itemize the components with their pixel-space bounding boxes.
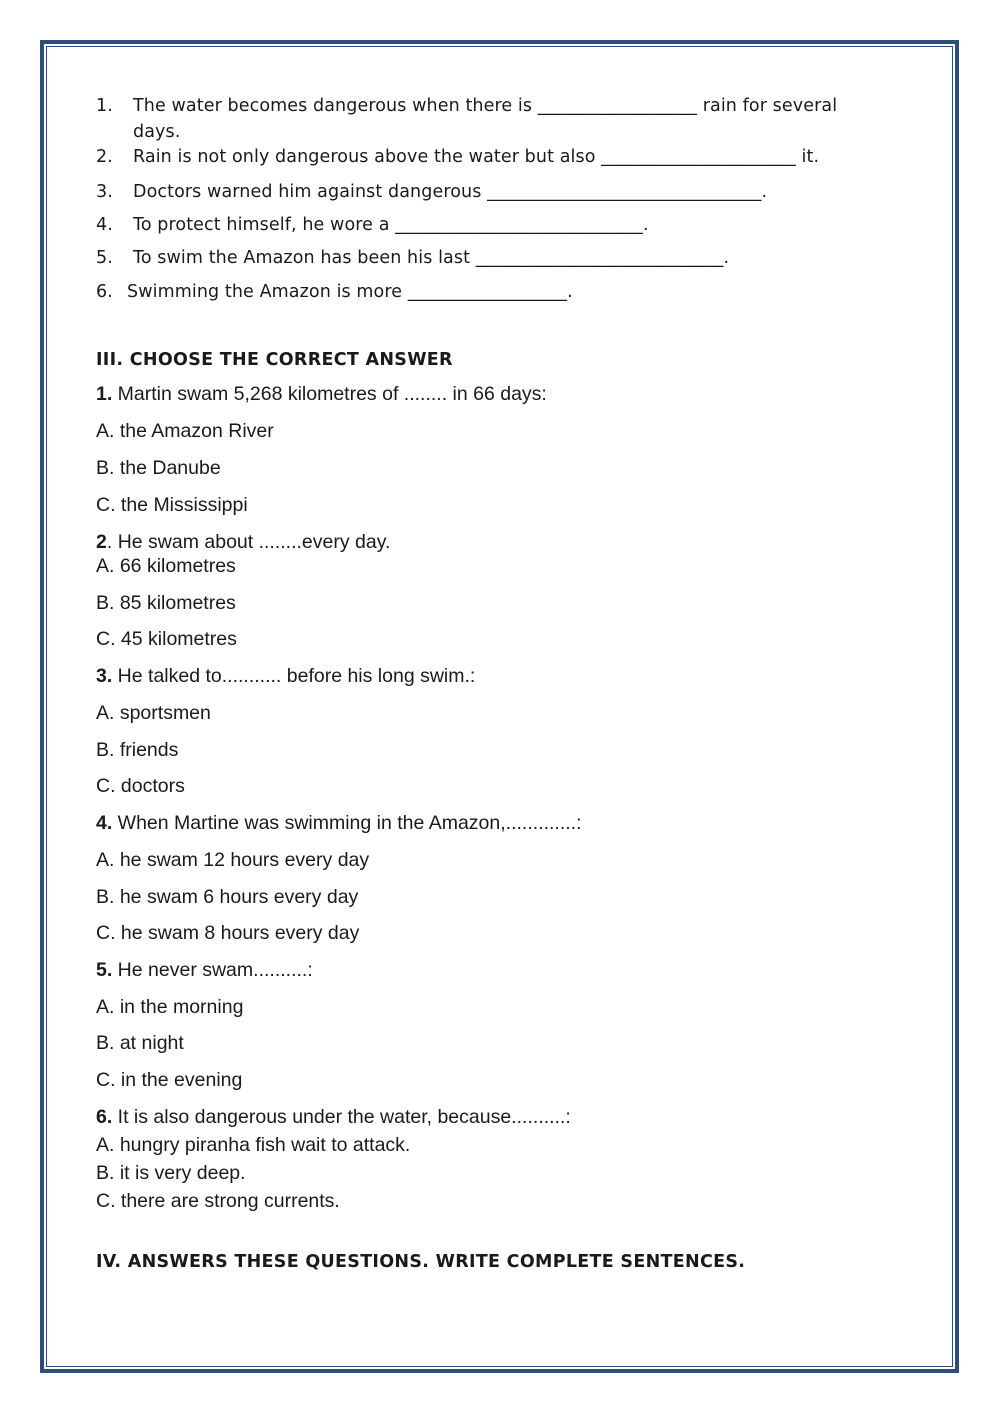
fill-item-2: 2. Rain is not only dangerous above the water but also ______________________ it. [96, 147, 820, 167]
question-6: 6. It is also dangerous under the water, because..........: [96, 1106, 571, 1128]
fill-item-1: 1. The water becomes dangerous when there is __________________ rain for several [96, 96, 838, 116]
question-5-option-b: B. at night [96, 1032, 184, 1054]
question-2-option-c: C. 45 kilometres [96, 628, 237, 650]
question-4-option-a: A. he swam 12 hours every day [96, 849, 370, 871]
question-5-option-a: A. in the morning [96, 996, 244, 1018]
section-4-heading: IV. ANSWERS THESE QUESTIONS. WRITE COMPLETE SENTENCES. [96, 1252, 746, 1272]
question-1-option-a: A. the Amazon River [96, 420, 274, 442]
fill-item-5: 5. To swim the Amazon has been his last ____________________________. [96, 248, 730, 268]
question-3: 3. He talked to........... before his long swim.: [96, 665, 476, 687]
question-6-option-c: C. there are strong currents. [96, 1190, 340, 1212]
question-5-option-c: C. in the evening [96, 1069, 243, 1091]
question-2: 2. He swam about ........every day. [96, 531, 391, 553]
question-6-option-a: A. hungry piranha fish wait to attack. [96, 1134, 411, 1156]
question-2-option-b: B. 85 kilometres [96, 592, 236, 614]
question-4-option-b: B. he swam 6 hours every day [96, 886, 359, 908]
question-1: 1. Martin swam 5,268 kilometres of ........ in 66 days: [96, 383, 547, 405]
question-3-option-a: A. sportsmen [96, 702, 211, 724]
question-4: 4. When Martine was swimming in the Amazon,.............: [96, 812, 582, 834]
question-4-option-c: C. he swam 8 hours every day [96, 922, 360, 944]
fill-item-1-continuation: days. [133, 122, 181, 142]
question-2-option-a: A. 66 kilometres [96, 555, 236, 577]
section-3-heading: III. CHOOSE THE CORRECT ANSWER [96, 350, 453, 370]
fill-item-3: 3. Doctors warned him against dangerous _______________________________. [96, 182, 768, 202]
fill-item-6: 6. Swimming the Amazon is more __________________. [96, 282, 573, 302]
question-3-option-b: B. friends [96, 739, 179, 761]
question-1-option-c: C. the Mississippi [96, 494, 248, 516]
question-1-option-b: B. the Danube [96, 457, 221, 479]
question-3-option-c: C. doctors [96, 775, 185, 797]
fill-item-4: 4. To protect himself, he wore a ____________________________. [96, 215, 649, 235]
question-6-option-b: B. it is very deep. [96, 1162, 246, 1184]
question-5: 5. He never swam..........: [96, 959, 313, 981]
